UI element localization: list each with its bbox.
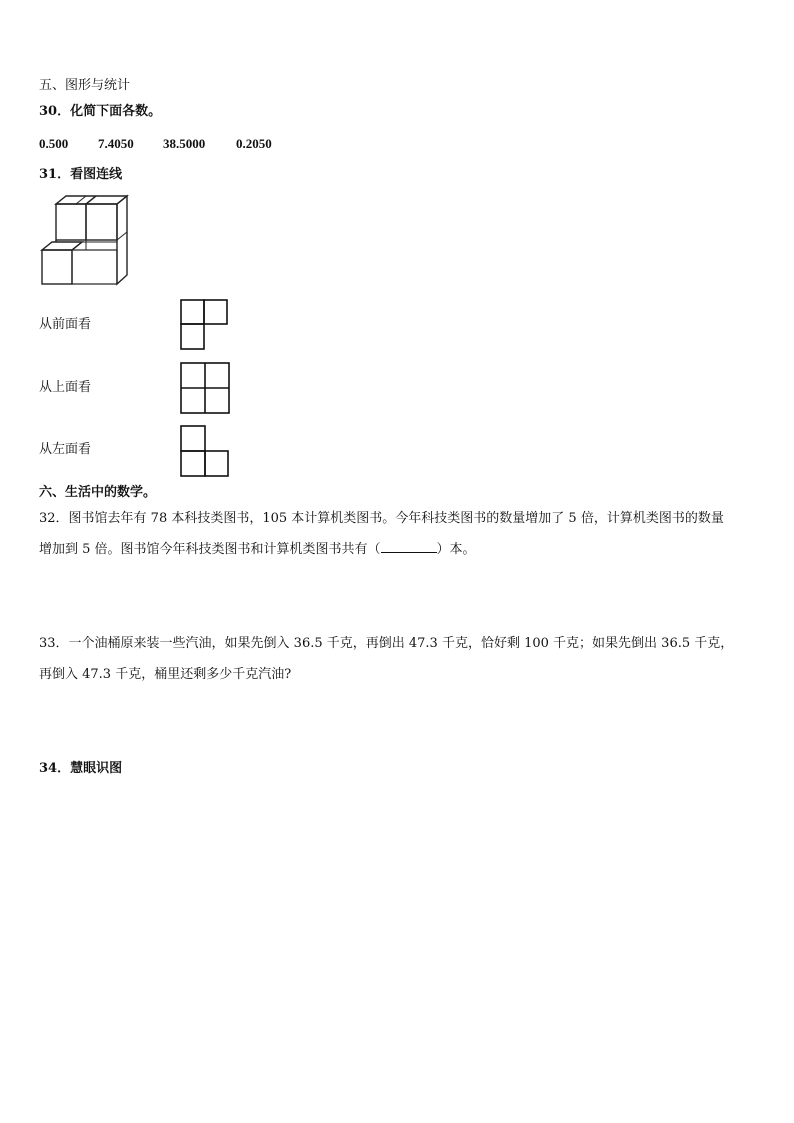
q32-answer-blank[interactable] — [381, 542, 437, 553]
q31-label-left: 从左面看 — [39, 442, 92, 457]
section5-title: 五、图形与统计 — [39, 78, 131, 93]
view-shape-1 — [179, 298, 229, 352]
q32-line2-start: 增加到 5 倍。图书馆今年科技类图书和计算机类图书共有（ — [39, 542, 381, 557]
q30-number-3: 38.5000 — [163, 136, 206, 151]
q33-line1: 33．一个油桶原来装一些汽油，如果先倒入 36.5 千克，再倒出 47.3 千克，恰好剩 100 千克；如果先倒出 36.5 千克， — [39, 636, 734, 651]
q32-line2-end: ）本。 — [436, 542, 476, 557]
q31-stem: 31．看图连线 — [39, 167, 123, 182]
q32-line1: 32．图书馆去年有 78 本科技类图书，105 本计算机类图书。今年科技类图书的数量增加了 5 倍，计算机类图书的数量 — [39, 511, 724, 526]
q33-line2: 再倒入 47.3 千克，桶里还剩多少千克汽油? — [39, 667, 292, 682]
q30-number-2: 7.4050 — [98, 136, 134, 151]
view-shape-2 — [179, 361, 231, 415]
section6-title: 六、生活中的数学。 — [39, 485, 157, 500]
q31-label-top: 从上面看 — [39, 380, 92, 395]
q34-stem: 34．慧眼识图 — [39, 761, 123, 776]
q30-stem: 30．化简下面各数。 — [39, 104, 162, 119]
q30-number-list — [0, 136, 794, 152]
q32-line2 — [39, 542, 476, 558]
q30-number-1: 0.500 — [39, 136, 69, 151]
view-shape-3 — [179, 424, 231, 478]
q30-number-4: 0.2050 — [236, 136, 272, 151]
q31-label-front: 从前面看 — [39, 317, 92, 332]
cube-figure — [38, 192, 138, 292]
